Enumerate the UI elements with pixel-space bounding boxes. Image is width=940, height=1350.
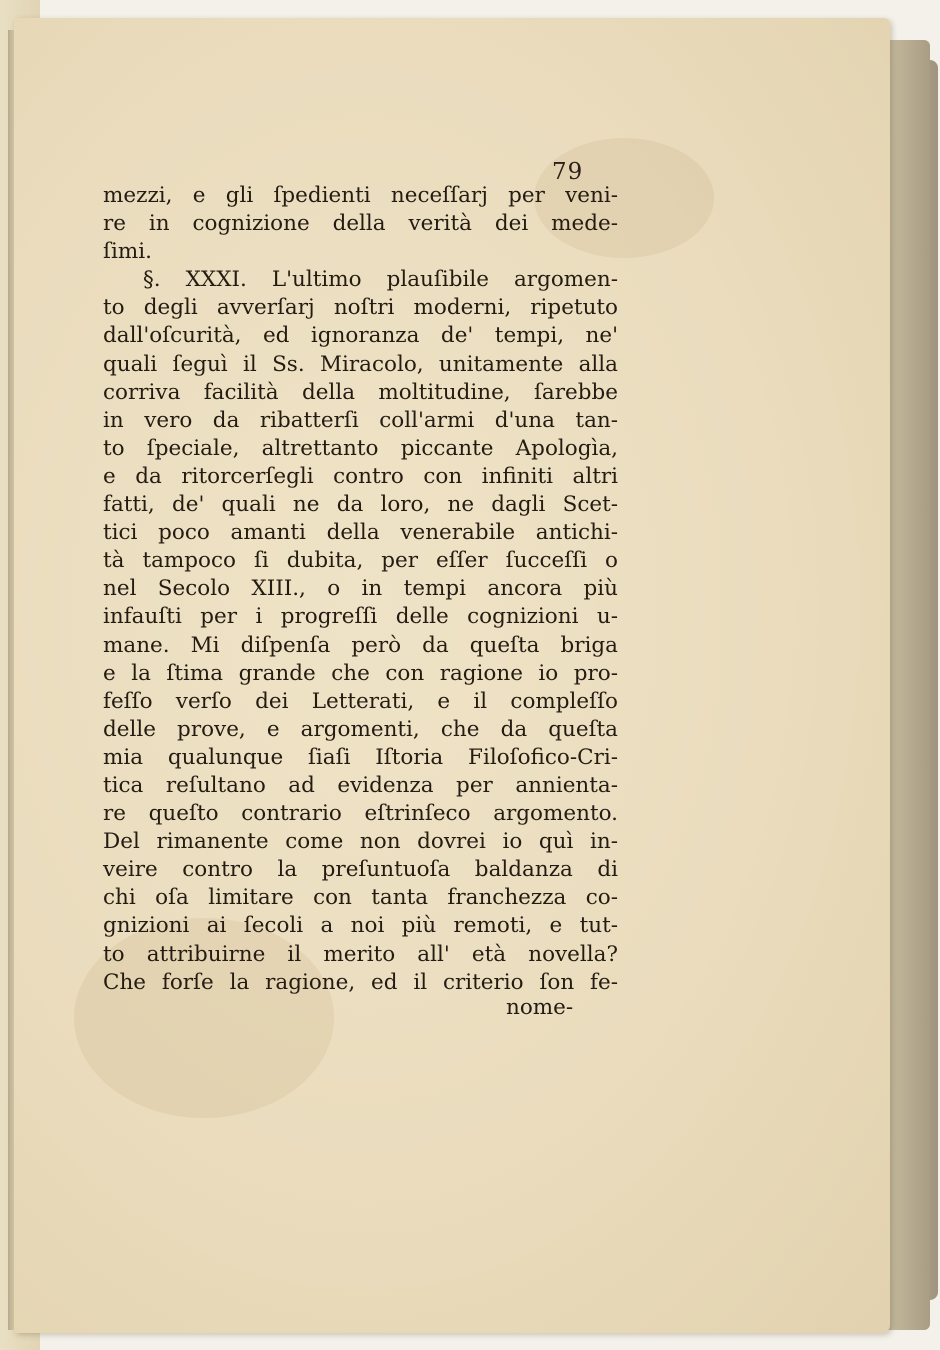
text-line: to degli avverſarj noſtri moderni, ripetuto (103, 295, 618, 321)
text-line: re in cognizione della verità dei mede- (103, 211, 618, 237)
text-line: mia qualunque ſiaſi Iſtoria Filoſofico-Cri- (103, 744, 618, 770)
text-line: to ſpeciale, altrettanto piccante Apologìa, (103, 435, 618, 461)
text-line: infauſti per i progreſſi delle cognizioni u- (103, 604, 618, 630)
text-line: tici poco amanti della venerabile antichi- (103, 520, 618, 546)
text-line: dall'oſcurità, ed ignoranza de' tempi, ne' (103, 323, 618, 349)
text-line: tà tampoco ſi dubita, per eſſer ſucceſſi o (103, 548, 618, 574)
text-line: e la ſtima grande che con ragione io pro- (103, 660, 618, 686)
text-line: Che forſe la ragione, ed il criterio ſon fe- (103, 969, 618, 995)
text-line: §. XXXI. L'ultimo plauſibile argomen- (143, 267, 618, 293)
text-line: delle prove, e argomenti, che da queſta (103, 716, 618, 742)
catchword: nome- (506, 995, 574, 1020)
text-line: ſimi. (103, 239, 152, 265)
text-line: mane. Mi diſpenſa però da queſta briga (103, 632, 618, 658)
text-line: chi oſa limitare con tanta franchezza co- (103, 885, 618, 911)
text-line: e da ritorcerſegli contro con infiniti altri (103, 463, 618, 489)
text-line: re queſto contrario eſtrinſeco argomento. (103, 801, 618, 827)
text-line: gnizioni ai ſecoli a noi più remoti, e tut- (103, 913, 618, 939)
body-text (103, 182, 618, 997)
text-line: to attribuirne il merito all' età novella? (103, 941, 618, 967)
text-line: nel Secolo XIII., o in tempi ancora più (103, 576, 618, 602)
text-line: quali ſeguì il Ss. Miracolo, unitamente alla (103, 351, 618, 377)
text-line: in vero da ribatterſi coll'armi d'una tan- (103, 407, 618, 433)
text-line: feſſo verſo dei Letterati, e il compleſſo (103, 688, 618, 714)
text-line: veire contro la preſuntuoſa baldanza di (103, 857, 618, 883)
text-line: mezzi, e gli ſpedienti neceſſarj per veni- (103, 183, 618, 208)
text-line: tica reſultano ad evidenza per annienta- (103, 772, 618, 798)
page-number: 79 (552, 159, 584, 185)
text-line: fatti, de' quali ne da loro, ne dagli Scet- (103, 492, 618, 518)
text-line: corriva facilità della moltitudine, ſarebbe (103, 379, 618, 405)
text-line: Del rimanente come non dovrei io quì in- (103, 829, 618, 855)
